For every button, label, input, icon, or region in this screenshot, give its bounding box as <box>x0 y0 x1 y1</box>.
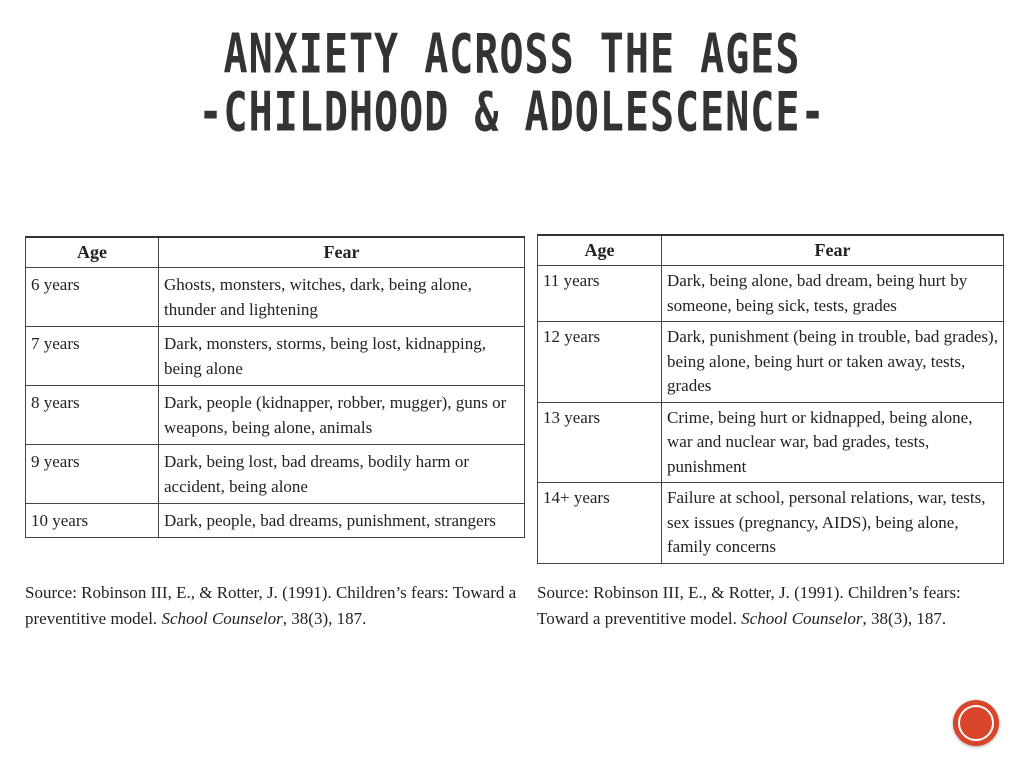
fear-cell: Dark, being alone, bad dream, being hurt by someone, being sick, tests, grades <box>662 266 1004 322</box>
table-row <box>26 327 525 386</box>
fear-cell: Dark, monsters, storms, being lost, kidnapping, being alone <box>159 327 525 386</box>
age-cell: 13 years <box>538 402 662 483</box>
fear-cell: Dark, people, bad dreams, punishment, strangers <box>159 504 525 538</box>
table-row <box>26 268 525 327</box>
source-citation-left <box>25 580 535 632</box>
table-row <box>26 386 525 445</box>
column-header-age: Age <box>26 237 159 268</box>
circle-nav-icon <box>958 705 994 741</box>
table-row <box>26 445 525 504</box>
fear-cell: Dark, punishment (being in trouble, bad grades), being alone, being hurt or taken away, tests, grades <box>662 322 1004 403</box>
table-header-row <box>538 235 1004 266</box>
column-header-fear: Fear <box>662 235 1004 266</box>
fear-cell: Crime, being hurt or kidnapped, being alone, war and nuclear war, bad grades, tests, punishment <box>662 402 1004 483</box>
citation-text: Source: Robinson III, E., & Rotter, J. (1991). Children’s fears: Toward a preventitive model. <box>25 583 517 628</box>
fear-cell: Ghosts, monsters, witches, dark, being alone, thunder and lightening <box>159 268 525 327</box>
age-cell: 8 years <box>26 386 159 445</box>
column-header-fear: Fear <box>159 237 525 268</box>
table-header-row <box>26 237 525 268</box>
citation-text: Source: Robinson III, E., & Rotter, J. (1991). Children’s fears: Toward a preventitive model. <box>537 583 961 628</box>
slide-title-line1: ANXIETY ACROSS THE AGES <box>223 23 801 87</box>
age-cell: 7 years <box>26 327 159 386</box>
fears-table-adolescence <box>537 234 1004 564</box>
table-row <box>538 322 1004 403</box>
table-row <box>538 402 1004 483</box>
citation-journal: School Counselor <box>161 609 283 628</box>
age-cell: 14+ years <box>538 483 662 564</box>
age-cell: 11 years <box>538 266 662 322</box>
table-row <box>538 483 1004 564</box>
citation-volume: , 38(3), 187. <box>862 609 947 628</box>
age-cell: 12 years <box>538 322 662 403</box>
age-cell: 10 years <box>26 504 159 538</box>
age-cell: 6 years <box>26 268 159 327</box>
column-header-age: Age <box>538 235 662 266</box>
source-citation-right <box>537 580 1007 632</box>
fear-cell: Dark, being lost, bad dreams, bodily harm or accident, being alone <box>159 445 525 504</box>
citation-journal: School Counselor <box>741 609 863 628</box>
table-row <box>538 266 1004 322</box>
slide-title-line2: -CHILDHOOD & ADOLESCENCE- <box>198 81 826 145</box>
slide-nav-button[interactable] <box>953 700 999 746</box>
age-cell: 9 years <box>26 445 159 504</box>
fears-table-childhood <box>25 236 525 538</box>
citation-volume: , 38(3), 187. <box>282 609 367 628</box>
fear-cell: Failure at school, personal relations, war, tests, sex issues (pregnancy, AIDS), being alone, family concerns <box>662 483 1004 564</box>
table-row <box>26 504 525 538</box>
fear-cell: Dark, people (kidnapper, robber, mugger), guns or weapons, being alone, animals <box>159 386 525 445</box>
